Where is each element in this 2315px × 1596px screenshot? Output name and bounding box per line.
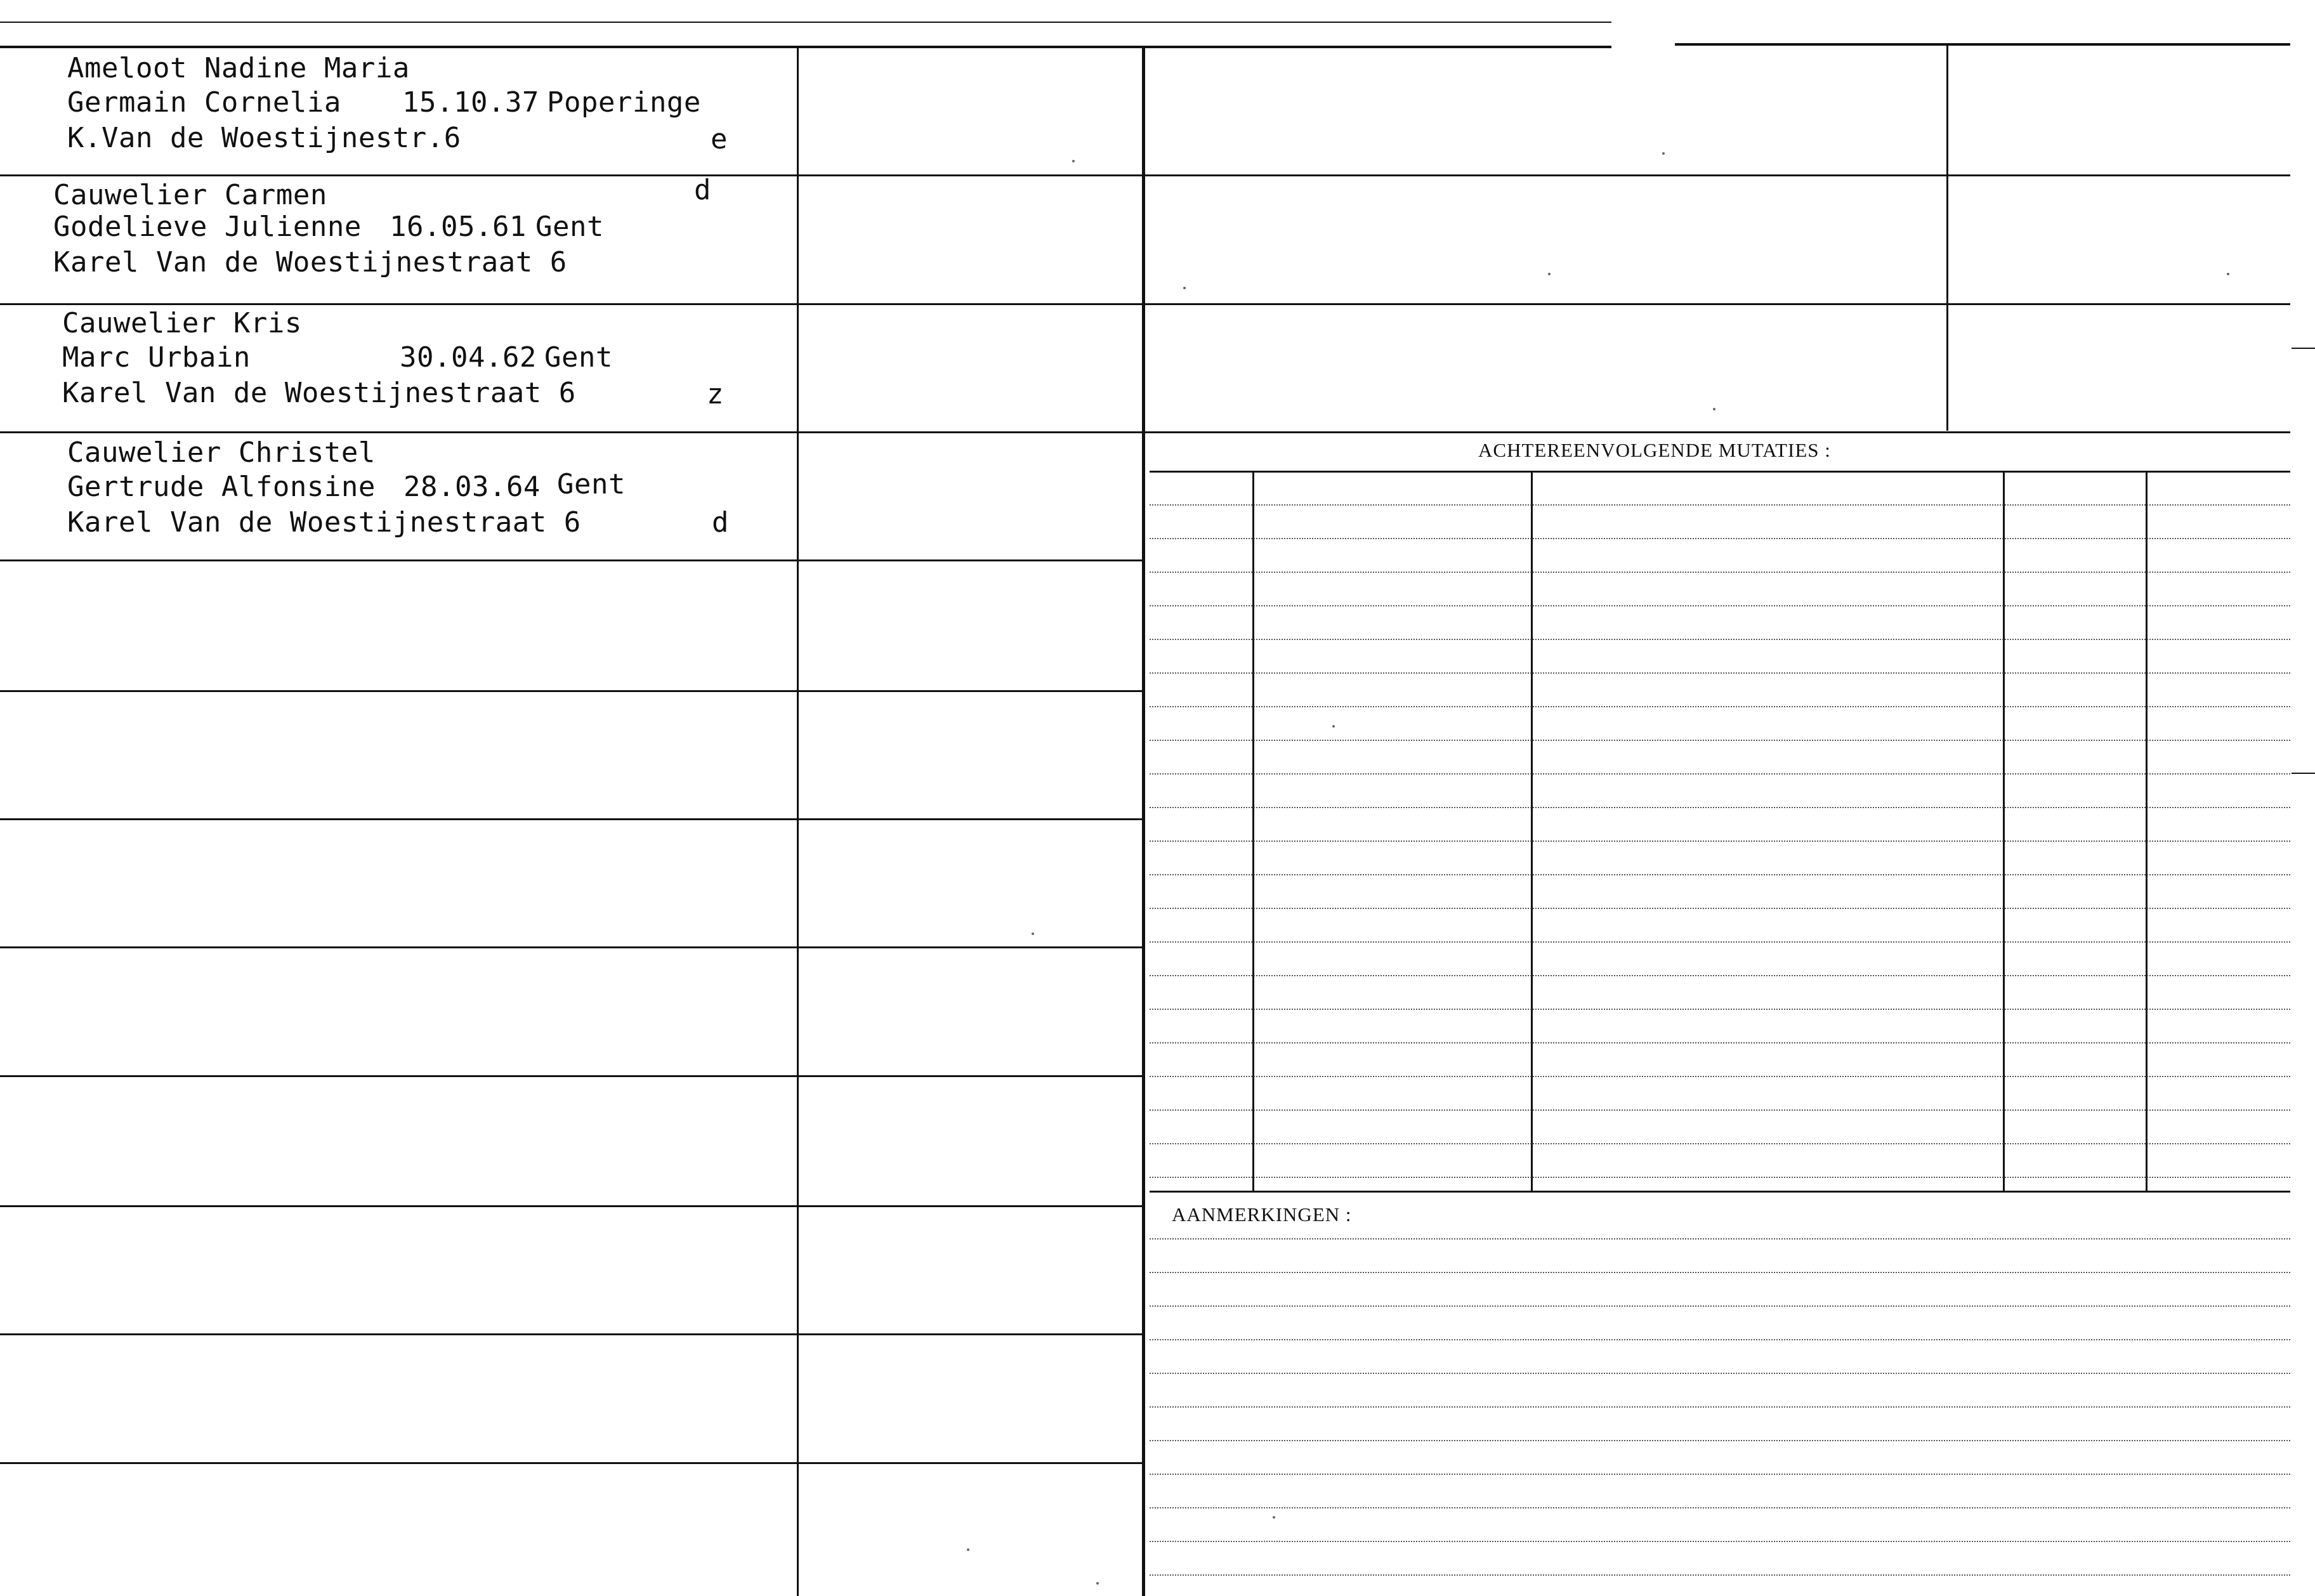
margin-tick — [2292, 773, 2315, 774]
mutations-dotted-rule — [1150, 807, 2290, 808]
entry-birth-date: 16.05.61 — [390, 211, 527, 243]
margin-tick — [2292, 348, 2315, 349]
mutations-dotted-rule — [1150, 504, 2290, 506]
mutations-col — [2003, 471, 2005, 1191]
row-line — [0, 1075, 1142, 1077]
mutations-title: ACHTEREENVOLGENDE MUTATIES : — [1478, 439, 1831, 461]
remarks-dotted-rule — [1150, 1406, 2290, 1408]
remarks-dotted-rule — [1150, 1507, 2290, 1508]
entry-address: Karel Van de Woestijnestraat 6 — [67, 506, 581, 539]
mutations-dotted-rule — [1150, 975, 2290, 976]
remarks-dotted-rule — [1150, 1373, 2290, 1374]
row-line — [0, 946, 1142, 948]
remarks-dotted-rule — [1150, 1339, 2290, 1340]
entry-address: Karel Van de Woestijnestraat 6 — [53, 246, 567, 278]
column-divider-3 — [1946, 46, 1948, 431]
mutations-table-bottom — [1150, 1191, 2290, 1193]
mutations-dotted-rule — [1150, 605, 2290, 606]
entry-birth-place: Gent — [535, 211, 604, 243]
mutations-dotted-rule — [1150, 672, 2290, 674]
scan-speck — [1183, 287, 1186, 289]
entry-birth-place: Gent — [544, 341, 613, 374]
mutations-col — [2146, 471, 2148, 1191]
remarks-dotted-rule — [1150, 1238, 2290, 1240]
row-line — [0, 1333, 1142, 1335]
right-box-line — [1142, 303, 2290, 305]
mutations-dotted-rule — [1150, 538, 2290, 539]
scan-speck — [1548, 273, 1551, 275]
entry-birth-date: 30.04.62 — [400, 341, 537, 374]
scan-speck — [1662, 152, 1665, 155]
scan-speck — [1032, 932, 1034, 935]
mutations-dotted-rule — [1150, 1042, 2290, 1043]
mutations-dotted-rule — [1150, 841, 2290, 842]
entry-surname: Cauwelier Kris — [62, 307, 302, 339]
entry-address: K.Van de Woestijnestr.6 — [67, 122, 461, 154]
remarks-dotted-rule — [1150, 1440, 2290, 1441]
scan-speck — [1332, 725, 1335, 728]
entry-given-names: Gertrude Alfonsine — [67, 471, 376, 503]
entry-address: Karel Van de Woestijnestraat 6 — [62, 377, 576, 409]
scan-speck — [1713, 408, 1715, 410]
row-line — [0, 1462, 1142, 1464]
row-line — [0, 690, 1142, 692]
scan-speck — [1096, 1582, 1099, 1585]
right-box-line — [1142, 174, 2290, 176]
row-line — [0, 303, 1142, 305]
remarks-dotted-rule — [1150, 1305, 2290, 1307]
row-line — [0, 1205, 1142, 1207]
entry-status-mark: d — [694, 174, 711, 206]
top-rule — [0, 22, 1611, 23]
mutations-dotted-rule — [1150, 1009, 2290, 1010]
column-divider-2 — [1142, 46, 1145, 1596]
scan-speck — [1072, 160, 1075, 162]
mutations-dotted-rule — [1150, 874, 2290, 875]
entry-surname: Cauwelier Christel — [67, 436, 376, 469]
remarks-title: AANMERKINGEN : — [1172, 1203, 1352, 1226]
row-line — [0, 559, 1142, 561]
mutations-dotted-rule — [1150, 740, 2290, 741]
mutations-dotted-rule — [1150, 706, 2290, 707]
remarks-dotted-rule — [1150, 1574, 2290, 1576]
scan-speck — [967, 1548, 969, 1551]
mutations-dotted-rule — [1150, 941, 2290, 943]
entry-surname: Ameloot Nadine Maria — [67, 52, 410, 84]
entry-given-names: Marc Urbain — [62, 341, 251, 374]
top-rule-right — [1675, 43, 2290, 46]
mutations-dotted-rule — [1150, 639, 2290, 640]
remarks-dotted-rule — [1150, 1541, 2290, 1542]
entry-given-names: Germain Cornelia — [67, 86, 341, 119]
mutations-dotted-rule — [1150, 1177, 2290, 1178]
entry-birth-place: Gent — [557, 468, 626, 500]
mutations-dotted-rule — [1150, 773, 2290, 775]
entry-birth-date: 28.03.64 — [403, 471, 541, 503]
mutations-dotted-rule — [1150, 1143, 2290, 1144]
mutations-dotted-rule — [1150, 908, 2290, 909]
mutations-dotted-rule — [1150, 1076, 2290, 1077]
entry-status-mark: e — [711, 123, 728, 155]
row-line — [0, 174, 1142, 176]
mutations-dotted-rule — [1150, 1109, 2290, 1111]
row-line — [0, 818, 1142, 820]
remarks-dotted-rule — [1150, 1474, 2290, 1475]
entry-birth-date: 15.10.37 — [402, 86, 539, 119]
row-line — [0, 431, 1142, 433]
mutations-col — [1252, 471, 1254, 1191]
column-divider-1 — [797, 46, 799, 1596]
entry-surname: Cauwelier Carmen — [53, 179, 327, 211]
remarks-dotted-rule — [1150, 1272, 2290, 1273]
scan-speck — [2227, 273, 2229, 275]
scan-speck — [1273, 1516, 1275, 1519]
entry-status-mark: z — [707, 378, 724, 410]
top-rule-left — [0, 46, 1611, 48]
right-box-line — [1142, 431, 2290, 433]
entry-given-names: Godelieve Julienne — [53, 211, 362, 243]
entry-birth-place: Poperinge — [547, 86, 701, 119]
mutations-col — [1531, 471, 1533, 1191]
mutations-table-top — [1150, 471, 2290, 473]
entry-status-mark: d — [712, 506, 729, 539]
mutations-dotted-rule — [1150, 572, 2290, 573]
